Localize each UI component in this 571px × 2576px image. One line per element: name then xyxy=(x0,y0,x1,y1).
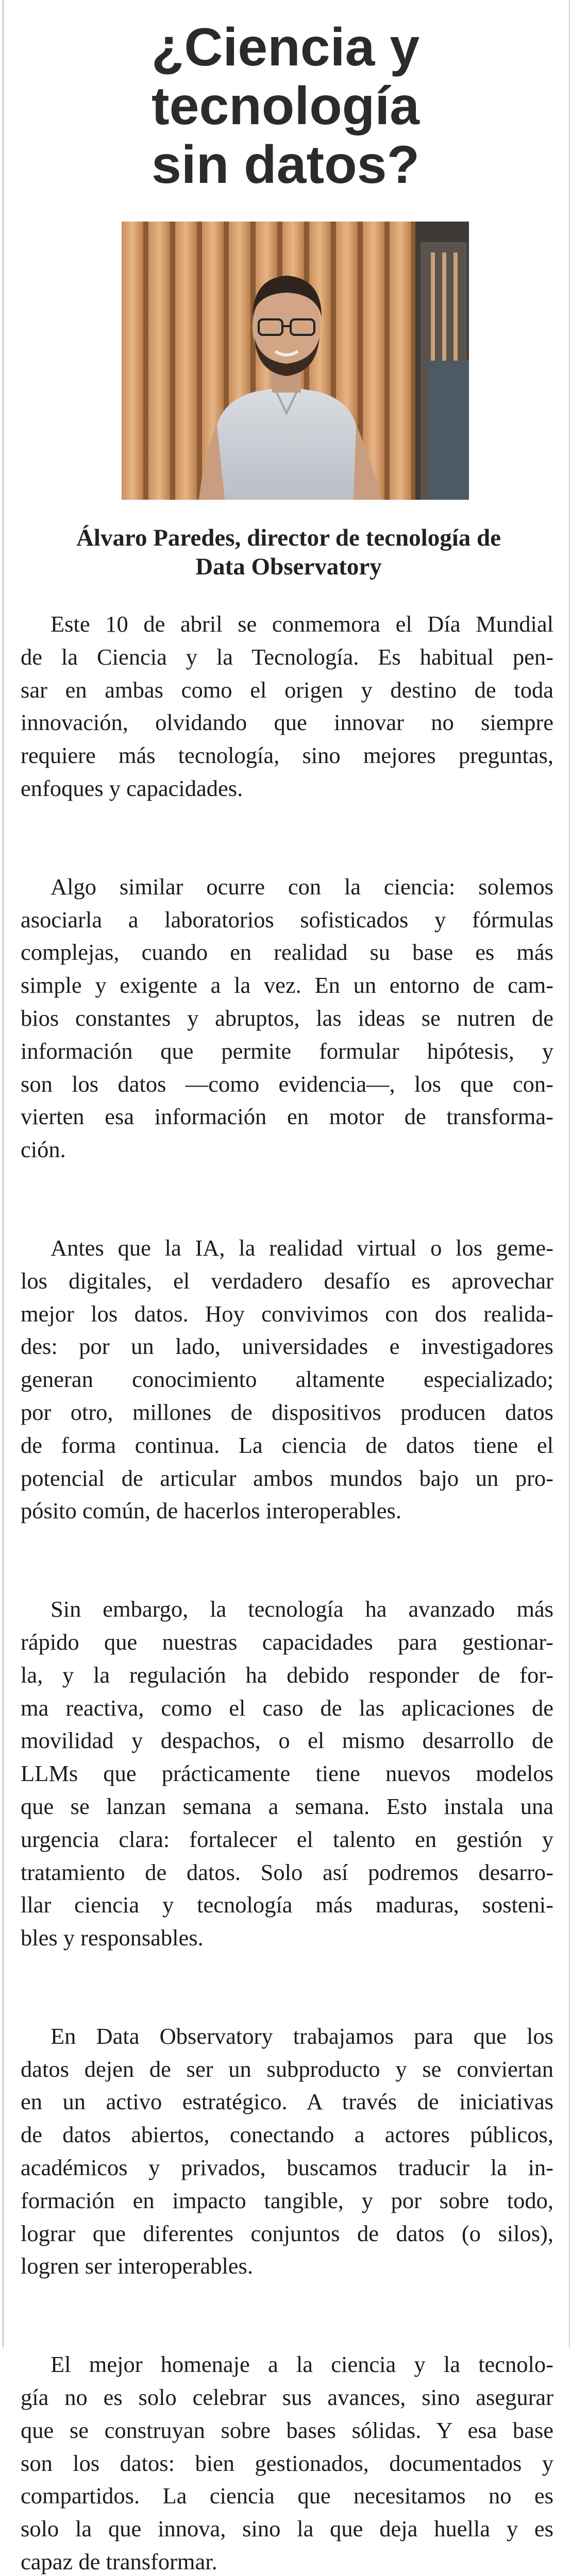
text-line: datos dejen de ser un subproducto y se conviertan xyxy=(21,2056,553,2082)
text-line: formación en impacto tangible, y por sobre todo, xyxy=(21,2187,553,2213)
article-paragraph xyxy=(21,1593,553,1955)
text-line: de la Ciencia y la Tecnología. Es habitual pen- xyxy=(21,643,553,670)
text-line: Este 10 de abril se conmemora el Día Mundial xyxy=(51,611,553,637)
text-line: movilidad y despachos, o el mismo desarrollo de xyxy=(21,1727,553,1754)
text-line: requiere más tecnología, sino mejores preguntas, xyxy=(21,742,553,769)
text-line: rápido que nuestras capacidades para gestionar- xyxy=(21,1629,553,1655)
byline-line: Álvaro Paredes, director de tecnología de xyxy=(76,524,501,551)
text-line: son los datos: bien gestionados, documentados y xyxy=(21,2450,553,2476)
text-line: los digitales, el verdadero desafío es aprovechar xyxy=(21,1267,553,1294)
text-line: logren ser interoperables. xyxy=(21,2253,253,2279)
text-line: de forma continua. La ciencia de datos tiene el xyxy=(21,1432,553,1458)
text-line: ma reactiva, como el caso de las aplicaciones de xyxy=(21,1694,553,1721)
headline-line: ¿Ciencia y xyxy=(151,18,420,77)
text-line: bios constantes y abruptos, las ideas se nutren de xyxy=(21,1005,553,1031)
text-line: des: por un lado, universidades e investigadores xyxy=(21,1333,553,1360)
text-line: Algo similar ocurre con la ciencia: solemos xyxy=(51,873,553,900)
left-column-rule xyxy=(3,0,4,2347)
article-paragraph xyxy=(21,2348,553,2576)
text-line: son los datos —como evidencia—, los que con- xyxy=(21,1071,553,1097)
headline-line: tecnología xyxy=(151,76,420,136)
author-byline xyxy=(31,523,546,581)
byline-line: Data Observatory xyxy=(195,553,382,580)
text-line: que se lanzan semana a semana. Esto instala una xyxy=(21,1793,553,1819)
text-line: gía no es solo celebrar sus avances, sino asegurar xyxy=(21,2384,553,2411)
text-line: llar ciencia y tecnología más maduras, sosteni- xyxy=(21,1892,553,1918)
right-column-rule xyxy=(569,0,570,2347)
text-line: que se construyan sobre bases sólidas. Y esa base xyxy=(21,2417,553,2443)
text-line: LLMs que prácticamente tiene nuevos modelos xyxy=(21,1760,553,1787)
text-line: de datos abiertos, conectando a actores públicos, xyxy=(21,2122,553,2148)
text-line: lograr que diferentes conjuntos de datos (o silos), xyxy=(21,2220,553,2246)
text-line: vierten esa información en motor de transforma- xyxy=(21,1104,553,1130)
text-line: por otro, millones de dispositivos producen datos xyxy=(21,1399,553,1425)
article-paragraph xyxy=(21,1232,553,1528)
article-paragraph xyxy=(21,608,553,805)
text-line: innovación, olvidando que innovar no siempre xyxy=(21,709,553,736)
text-line: enfoques y capacidades. xyxy=(21,775,243,801)
text-line: El mejor homenaje a la ciencia y la tecnolo- xyxy=(51,2351,553,2378)
text-line: la, y la regulación ha debido responder de for- xyxy=(21,1662,553,1688)
text-line: capaz de transformar. xyxy=(21,2549,217,2575)
text-line: complejas, cuando en realidad su base es más xyxy=(21,939,553,965)
text-line: tratamiento de datos. Solo así podremos desarro- xyxy=(21,1859,553,1885)
article-headline xyxy=(0,18,571,194)
text-line: mejor los datos. Hoy convivimos con dos realida- xyxy=(21,1300,553,1327)
text-line: En Data Observatory trabajamos para que los xyxy=(51,2023,553,2049)
text-line: asociarla a laboratorios sofisticados y fórmulas xyxy=(21,906,553,933)
text-line: sar en ambas como el origen y destino de toda xyxy=(21,676,553,703)
text-line: bles y responsables. xyxy=(21,1925,204,1951)
headline-line: sin datos? xyxy=(151,135,420,195)
text-line: Sin embargo, la tecnología ha avanzado más xyxy=(51,1596,553,1622)
article-body xyxy=(21,608,553,2576)
text-line: Antes que la IA, la realidad virtual o los geme- xyxy=(51,1234,553,1261)
text-line: ción. xyxy=(21,1137,66,1163)
text-line: potencial de articular ambos mundos bajo un pro- xyxy=(21,1465,553,1491)
text-line: información que permite formular hipótesis, y xyxy=(21,1038,553,1064)
text-line: pósito común, de hacerlos interoperables. xyxy=(21,1498,401,1524)
text-line: solo la que innova, sino la que deja huella y es xyxy=(21,2516,553,2542)
text-line: simple y exigente a la vez. En un entorno de cam- xyxy=(21,972,553,998)
text-line: académicos y privados, buscamos traducir la in- xyxy=(21,2155,553,2181)
article-paragraph xyxy=(21,871,553,1166)
article-paragraph xyxy=(21,2020,553,2283)
text-line: compartidos. La ciencia que necesitamos no es xyxy=(21,2483,553,2509)
author-photo xyxy=(122,222,469,500)
text-line: generan conocimiento altamente especializado; xyxy=(21,1366,553,1393)
text-line: urgencia clara: fortalecer el talento en gestión y xyxy=(21,1826,553,1852)
text-line: en un activo estratégico. A través de iniciativas xyxy=(21,2089,553,2115)
